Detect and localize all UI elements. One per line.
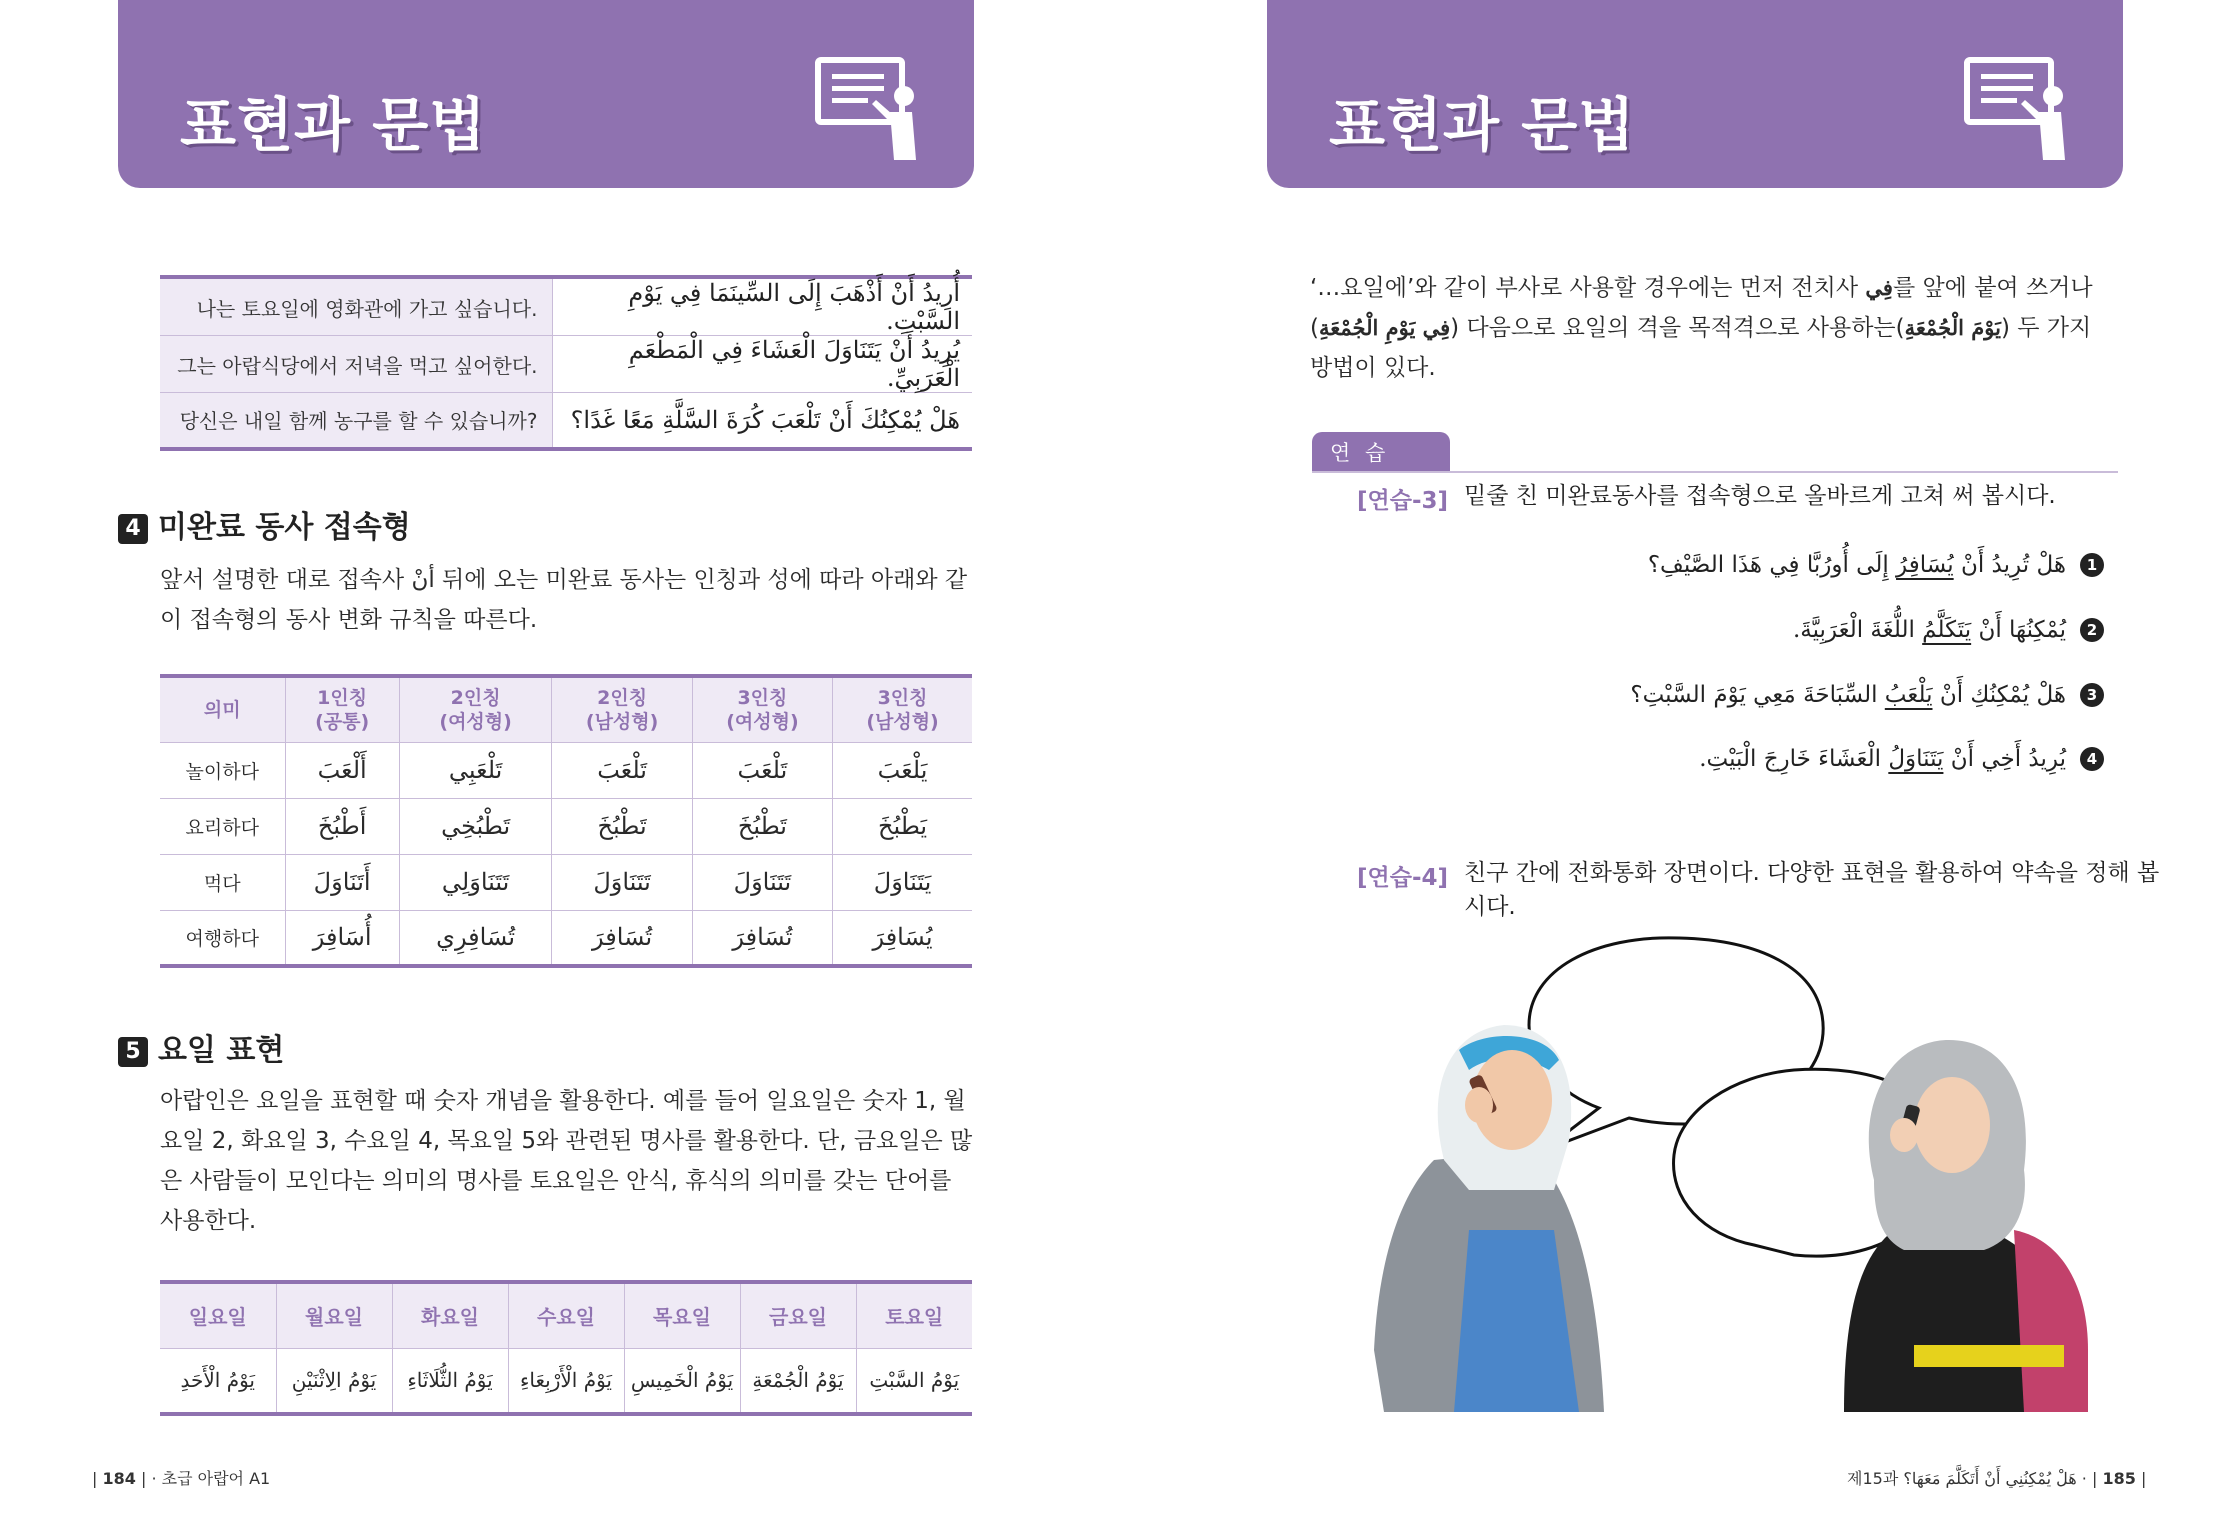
arabic-inline: فِي <box>1865 275 1893 300</box>
header-line: 1인칭 (공통) <box>315 686 370 733</box>
item-number: 1 <box>2080 553 2104 577</box>
page-number: 185 <box>2102 1469 2136 1488</box>
sentence-arabic: هَلْ يُمْكِنُكَ أَنْ تَلْعَبَ كُرَةَ السَّلَّةِ مَعًا غَدًا؟ <box>570 405 960 434</box>
sentence-part: اللُّغَةَ الْعَرَبِيَّةَ. <box>1792 617 1915 643</box>
table-row <box>160 798 972 854</box>
header-line: 3인칭 (남성형) <box>866 686 939 733</box>
verb-form-cell: تَلْعَبَ <box>692 742 832 798</box>
meaning-cell: 먹다 <box>160 854 285 910</box>
sentence-part: يُرِيدُ أَخِي أَنْ <box>1950 746 2066 772</box>
day-arabic: يَوْمُ السَّبْتِ <box>856 1348 972 1414</box>
weekday-usage-paragraph <box>1310 268 2120 388</box>
item-number: 4 <box>2080 747 2104 771</box>
exercise-sentence <box>1630 682 2066 708</box>
exercise-3-label: [연습-3] <box>1357 488 1449 514</box>
table-header-row <box>160 676 972 742</box>
paragraph-text: 를 앞에 붙여 쓰거나 ( <box>1310 275 2093 341</box>
left-footer: | 184 | · 초급 아랍어 A1 <box>92 1469 271 1488</box>
verb-form-cell: أَلْعَبَ <box>285 742 399 798</box>
sentence-korean: 당신은 내일 함께 농구를 할 수 있습니까? <box>160 393 552 449</box>
practice-divider <box>1312 471 2118 473</box>
lesson-title-arabic: هَلْ يُمْكِنُنِي أَنْ أَتَكَلَّمَ مَعَهَا؟ <box>1903 1469 2077 1488</box>
section-4-title <box>118 502 411 546</box>
exercise-3-item <box>1630 682 2104 708</box>
phone-call-illustration <box>1374 930 2088 1412</box>
exercise-4-label: [연습-4] <box>1357 865 1449 891</box>
header-line: 3인칭 (여성형) <box>726 686 799 733</box>
exercise-3-item <box>1699 746 2104 772</box>
section-number-badge: 5 <box>118 1037 148 1067</box>
arabic-inline: يَوْمَ الْجُمْعَةِ <box>1904 315 2001 340</box>
meaning-cell: 놀이하다 <box>160 742 285 798</box>
verb-form-cell: يَطْبُخَ <box>833 798 972 854</box>
section-number-badge: 4 <box>118 514 148 544</box>
verb-form-cell: يَلْعَبَ <box>833 742 972 798</box>
day-arabic: يَوْمُ الِاثْنَيْنِ <box>276 1348 392 1414</box>
section-5-paragraph: 아랍인은 요일을 표현할 때 숫자 개념을 활용한다. 예를 들어 일요일은 숫자 1, 월요일 2, 화요일 3, 수요일 4, 목요일 5와 관련된 명사를 활용한다. 단, 금요일은 많은 사람들이 모인다는 의미의 명사를 토요일은 안식, 휴식의 의미를 갖는 단어를 사용한다. <box>160 1088 973 1234</box>
verb-form-cell: تَلْعَبِي <box>399 742 552 798</box>
column-header <box>399 676 552 742</box>
sentence-part: هَلْ تُرِيدُ أَنْ <box>1960 552 2066 578</box>
day-arabic: يَوْمُ الْأَرْبِعَاءِ <box>508 1348 624 1414</box>
day-header: 월요일 <box>276 1282 392 1348</box>
day-header: 일요일 <box>160 1282 276 1348</box>
sentence-korean: 그는 아랍식당에서 저녁을 먹고 싶어한다. <box>160 336 552 393</box>
table-row <box>160 742 972 798</box>
sentence-part: إِلَى أُورُبَّا فِي هَذَا الصَّيْفِ؟ <box>1647 552 1889 578</box>
verb-form-cell: يُسَافِرَ <box>833 910 972 966</box>
sentence-arabic: يُرِيدُ أَنْ يَتَنَاوَلَ الْعَشَاءَ فِي الْمَطْعَمِ الْعَرَبِيِّ. <box>552 336 972 393</box>
sentence-part: الْعَشَاءَ خَارِجَ الْبَيْتِ. <box>1699 746 1882 772</box>
section-4-paragraph: 앞서 설명한 대로 접속사 أنْ 뒤에 오는 미완료 동사는 인칭과 성에 따라 아래와 같이 접속형의 동사 변화 규칙을 따른다. <box>160 567 968 633</box>
paragraph-text: ) 두 가지 방법이 있다. <box>1310 315 2092 381</box>
section-title-text: 미완료 동사 접속형 <box>158 510 411 545</box>
underlined-verb: يَتَنَاوَلُ <box>1888 746 1944 772</box>
instruction-line: 친구 간에 전화통화 장면이다. 다양한 표현을 활용하여 약속을 정해 봅 <box>1464 860 2160 886</box>
verb-form-cell: أَطْبُخَ <box>285 798 399 854</box>
verb-form-cell: تَتَنَاوَلَ <box>552 854 692 910</box>
table-row <box>160 277 972 336</box>
column-header <box>692 676 832 742</box>
book-title: · 초급 아랍어 A1 <box>151 1469 271 1488</box>
teacher-board-icon <box>1963 56 2073 160</box>
day-header: 금요일 <box>740 1282 856 1348</box>
lesson-number: 제15과 <box>1847 1469 1899 1488</box>
table-row <box>160 854 972 910</box>
teacher-board-icon <box>814 56 924 160</box>
day-arabic: يَوْمُ الثُّلَاثَاءِ <box>392 1348 508 1414</box>
left-page-header <box>118 0 974 188</box>
day-header: 목요일 <box>624 1282 740 1348</box>
conjugation-table <box>160 674 972 968</box>
right-header-title: 표현과 문법 <box>1329 91 1636 159</box>
header-line: 2인칭 (남성형) <box>585 686 659 733</box>
table-header-row <box>160 1282 972 1348</box>
table-row <box>160 1348 972 1414</box>
sentence-arabic: أُرِيدُ أَنْ أَذْهَبَ إِلَى السِّينَمَا فِي يَوْمِ السَّبْتِ. <box>552 277 972 336</box>
verb-form-cell: أُسَافِرَ <box>285 910 399 966</box>
day-arabic: يَوْمُ الْخَمِيسِ <box>624 1348 740 1414</box>
underlined-verb: يُسَافِرُ <box>1896 552 1954 578</box>
exercise-3-instruction: 밑줄 친 미완료동사를 접속형으로 올바르게 고쳐 써 봅시다. <box>1464 483 2056 509</box>
verb-form-cell: تَطْبُخِي <box>399 798 552 854</box>
exercise-3-item <box>1793 617 2104 643</box>
section-title-text: 요일 표현 <box>158 1033 285 1068</box>
exercise-4-instruction <box>1464 856 2159 924</box>
instruction-line: 시다. <box>1464 894 1516 920</box>
column-header <box>285 676 399 742</box>
day-header: 토요일 <box>856 1282 972 1348</box>
verb-form-cell: تَطْبُخَ <box>552 798 692 854</box>
example-sentences-table <box>160 275 972 451</box>
verb-form-cell: تَلْعَبَ <box>552 742 692 798</box>
arabic-inline: فِي يَوْمِ الْجُمْعَةِ <box>1318 315 1451 340</box>
underlined-verb: يَلْعَبُ <box>1884 682 1933 708</box>
meaning-cell: 여행하다 <box>160 910 285 966</box>
verb-form-cell: يَتَنَاوَلَ <box>833 854 972 910</box>
weekdays-table <box>160 1280 972 1416</box>
day-arabic: يَوْمُ الْجُمْعَةِ <box>740 1348 856 1414</box>
column-header: 의미 <box>160 676 285 742</box>
right-page-header <box>1267 0 2123 188</box>
item-number: 2 <box>2080 618 2104 642</box>
day-header: 화요일 <box>392 1282 508 1348</box>
header-line: 2인칭 (여성형) <box>439 686 512 733</box>
verb-form-cell: تَطْبُخَ <box>692 798 832 854</box>
table-row <box>160 910 972 966</box>
underlined-verb: يَتَكَلَّمُ <box>1922 617 1972 643</box>
exercise-sentence <box>1648 552 2066 578</box>
page-number: 184 <box>102 1469 136 1488</box>
sentence-part: يُمْكِنُهَا أَنْ <box>1978 617 2066 643</box>
exercise-sentence <box>1793 617 2066 643</box>
column-header <box>552 676 692 742</box>
verb-form-cell: تُسَافِرَ <box>692 910 832 966</box>
verb-form-cell: تُسَافِرِي <box>399 910 552 966</box>
exercise-3-item <box>1648 552 2104 578</box>
table-row <box>160 336 972 393</box>
column-header <box>833 676 972 742</box>
exercise-sentence <box>1699 746 2066 772</box>
sentence-part: السِّبَاحَةَ مَعِي يَوْمَ السَّبْتِ؟ <box>1630 682 1878 708</box>
section-5-title <box>118 1025 284 1069</box>
practice-tab: 연 습 <box>1312 432 1450 472</box>
verb-form-cell: تَتَنَاوَلَ <box>692 854 832 910</box>
day-arabic: يَوْمُ الْأَحَدِ <box>160 1348 276 1414</box>
right-footer: 제15과 هَلْ يُمْكِنُنِي أَنْ أَتَكَلَّمَ مَعَهَا؟ · | 185 | <box>1847 1469 2147 1488</box>
sentence-part: هَلْ يُمْكِنُكِ أَنْ <box>1939 682 2066 708</box>
verb-form-cell: تَتَنَاوَلِي <box>399 854 552 910</box>
sentence-korean: 나는 토요일에 영화관에 가고 싶습니다. <box>160 277 552 336</box>
meaning-cell: 요리하다 <box>160 798 285 854</box>
day-header: 수요일 <box>508 1282 624 1348</box>
verb-form-cell: أَتَنَاوَلَ <box>285 854 399 910</box>
left-header-title: 표현과 문법 <box>180 91 487 159</box>
table-row <box>160 393 972 449</box>
paragraph-text: ‘…요일에’와 같이 부사로 사용할 경우에는 먼저 전치사 <box>1310 275 1866 301</box>
paragraph-text: ) 다음으로 요일의 격을 목적격으로 사용하는( <box>1450 315 1905 341</box>
item-number: 3 <box>2080 683 2104 707</box>
verb-form-cell: تُسَافِرَ <box>552 910 692 966</box>
